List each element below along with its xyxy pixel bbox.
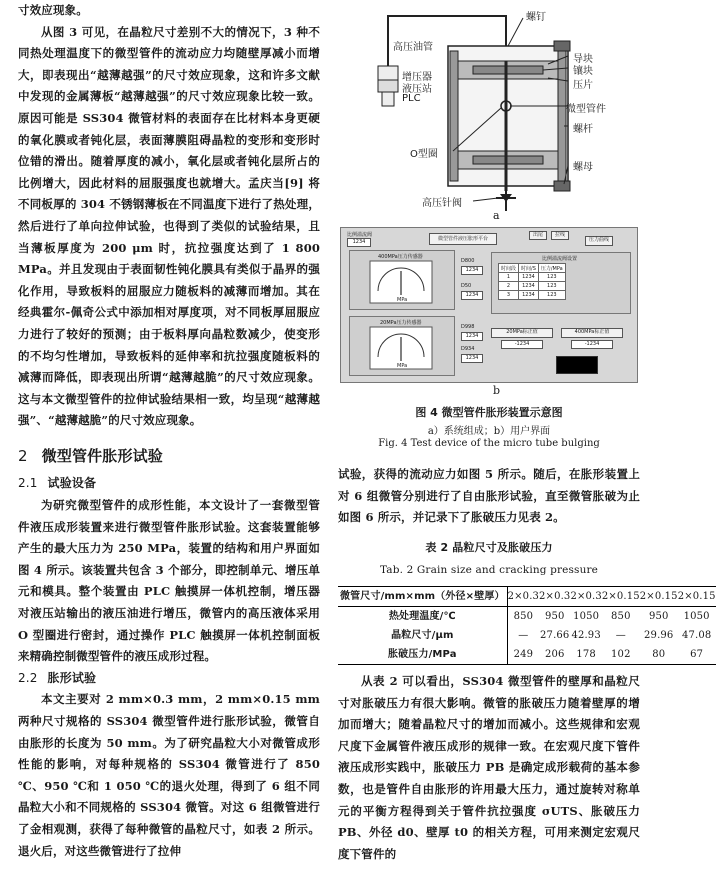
table-cell: 42.93 [571, 629, 601, 641]
subsection-heading [18, 473, 320, 495]
subsection-number: 2.1 [18, 476, 38, 491]
gauge1-unit: MPa [397, 297, 408, 303]
table-row [338, 645, 716, 665]
label-booster: 增压器 [402, 72, 432, 83]
subsection-heading [18, 668, 320, 690]
label-pressplate: 压片 [573, 80, 593, 91]
zero-label-20mpa: 20MPa标正值 [491, 328, 553, 338]
seg-header: 时间/S [519, 264, 539, 273]
d-value: 1234 [461, 332, 483, 341]
seg-header: 时间段 [499, 264, 519, 273]
label-guide: 导块 [573, 54, 593, 65]
subsection-title: 试验设备 [47, 476, 97, 491]
row-header: 微管尺寸/mm×mm（外径×壁厚） [338, 586, 507, 606]
nut-bottom [554, 181, 570, 191]
ratio-valve-value: 1234 [347, 238, 371, 247]
seg-header: 压力/MPa [538, 264, 565, 273]
segment-title: 比例溢流阀设置 [542, 256, 578, 262]
subsection-number: 2.2 [18, 670, 38, 685]
insert-bottom [473, 156, 543, 164]
paragraph: 试验，获得的流动应力如图 5 所示。随后，在胀形装置上对 6 组微管分别进行了自由胀形试验，直至微管胀破为止如图 6 所示，并记录下了胀破压力见表 2。 [338, 467, 640, 525]
label-screw: 螺钉 [526, 12, 546, 23]
row-header: 胀破压力/MPa [338, 645, 507, 665]
section-number: 2 [18, 446, 28, 465]
d-value: 1234 [461, 354, 483, 363]
start-toggle[interactable] [556, 356, 598, 374]
table-cell: 102 [602, 645, 640, 665]
table-row [338, 586, 716, 606]
ratio-valve-label: 比例溢流阀 [347, 232, 373, 238]
table-cell: 249 [507, 645, 539, 665]
d-label: D50 [461, 283, 472, 289]
ui-pull-button[interactable]: 拉线 [551, 231, 569, 240]
section-heading [18, 446, 320, 468]
seg-cell: 2 [499, 282, 519, 291]
label-plc: PLC [402, 93, 421, 104]
section-title: 微型管件胀形试验 [41, 446, 163, 465]
table-cell: 2×0.15 [602, 586, 640, 606]
table-cell: 950 [648, 610, 669, 622]
insert [473, 66, 543, 74]
label-hyd-station: 液压站 [402, 84, 432, 95]
subsection-title: 胀形试验 [47, 670, 97, 685]
paragraph: 寸效应现象。 [18, 3, 88, 17]
paragraph: 本文主要对 2 mm×0.3 mm，2 mm×0.15 mm 两种尺寸规格的 SS304 微型管件进行胀形试验，微管自由胀形的长度为 50 mm。为了研究晶粒大小对微管成形性能的影响，对每种规格的 SS304 微管进行了 850 ℃、950 ℃和 1 050 ℃的退火处理，得到了 6 组不同晶粒大小和不同规格的 SS304 微管。对这 6 组微管进行了金相观测，获得了每种微管的晶粒尺寸，如表 2 所示。退火后，对这些微管进行了拉伸 [18, 692, 320, 858]
d-label: D934 [461, 346, 475, 352]
bolt-left [450, 51, 458, 181]
row-header: 热处理温度/℃ [338, 606, 507, 626]
label-bolt: 螺杆 [573, 124, 593, 135]
booster-block [378, 66, 398, 80]
label-o-ring: O型圈 [410, 149, 438, 160]
paragraph: 为研究微型管件的成形性能，本文设计了一套微型管件液压成形装置来进行微型管件胀形试验。这套装置能够产生的最大压力为 250 MPa，装置的结构和用户界面如图 4 所示。该装置共包含 3 个部分，即控制单元、增压单元和模具。整个装置由 PLC 触摸屏一体机控制，增压器对液压站输出的液压油进行增压，微管内的高压液体采用 O 型圈进行密封，通过操作 PLC 触摸屏一体机控制面板来精确控制微型管件的液压成形过程。 [18, 498, 320, 664]
table-cell: 2×0.3 [570, 586, 601, 606]
table-cell: 67 [678, 645, 716, 665]
table-cell: 2×0.3 [507, 586, 539, 606]
ui-curve-button[interactable]: 压力曲线 [585, 236, 613, 246]
table-cell: 2×0.15 [678, 586, 716, 606]
subfigure-a-label: a [493, 209, 500, 222]
station-block [378, 80, 398, 92]
gauge2-title: 20MPa压力传感器 [380, 320, 422, 326]
table-cell: — [518, 629, 529, 641]
table-cell: 2×0.3 [539, 586, 570, 606]
label-nut: 螺母 [573, 162, 593, 173]
table-2 [338, 586, 716, 665]
seg-cell[interactable]: 123 [538, 273, 565, 282]
table-cell: 178 [570, 645, 601, 665]
left-column [18, 0, 320, 862]
table-cell: 2×0.15 [640, 586, 678, 606]
paragraph: 从表 2 可以看出，SS304 微型管件的壁厚和晶粒尺寸对胀破压力有很大影响。微管的胀破压力随着壁厚的增加而增大；随着晶粒尺寸的增加而减小。这些规律和宏观尺度下金属管件液压成形的规律一致。在宏观尺度下管件液压成形实践中，胀破压力 PB 是确定成形载荷的基本参数，也是管件自由胀形的许用最大压力，通过旋转对称单元的平衡方程得到关于管件抗拉强度 σUTS、胀破压力 PB、外径 d0、壁厚 t0 的相关方程，可用来测定宏观尺度下管件的 [338, 673, 640, 861]
seg-cell[interactable]: 123 [538, 282, 565, 291]
subfigure-b-label: b [493, 384, 501, 397]
seg-cell: 3 [499, 291, 519, 300]
seg-cell[interactable]: 1234 [519, 291, 539, 300]
table-row [338, 626, 716, 645]
d-label: D998 [461, 324, 475, 330]
gauge-panel-1 [349, 250, 455, 310]
table-cell: 1050 [573, 610, 600, 622]
table-cell: 27.66 [540, 629, 570, 641]
label-insert: 镶块 [573, 66, 593, 77]
table-caption: 表 2 晶粒尺寸及胀破压力 [425, 540, 553, 554]
figure-caption-en: Fig. 4 Test device of the micro tube bulging [378, 438, 600, 449]
nut-top [554, 41, 570, 51]
zero-label-400mpa: 400MPa标正值 [561, 328, 623, 338]
label-needle-valve: 高压针阀 [422, 198, 462, 209]
seg-cell: 1 [499, 273, 519, 282]
table-cell: 80 [640, 645, 678, 665]
seg-cell[interactable]: 1234 [519, 273, 539, 282]
table-caption-en: Tab. 2 Grain size and cracking pressure [379, 564, 599, 577]
d-value: 1234 [461, 266, 483, 275]
ui-out-button[interactable]: 出尾 [529, 231, 547, 240]
table-cell: 850 [611, 610, 631, 622]
bolt-right [558, 51, 566, 181]
label-micro-tube: 微型管件 [566, 104, 606, 115]
label-hp-pipe: 高压油管 [393, 42, 433, 53]
gauge1-title: 400MPa压力传感器 [378, 254, 423, 260]
gauge2-unit: MPa [397, 363, 408, 369]
table-cell: 206 [539, 645, 570, 665]
user-interface-panel [340, 227, 638, 383]
d-value: 1234 [461, 291, 483, 300]
table-cell: 47.08 [681, 629, 712, 641]
d-label: D800 [461, 258, 475, 264]
table-row [338, 606, 716, 626]
right-column [338, 464, 716, 865]
plc-block [382, 92, 394, 106]
zero-value-400mpa[interactable]: -1234 [571, 340, 613, 349]
seg-cell[interactable]: 1234 [519, 282, 539, 291]
gauge-panel-2 [349, 316, 455, 376]
table-cell: 29.96 [644, 629, 674, 641]
ui-title-button[interactable]: 微型管件液压胀形平台 [429, 233, 497, 245]
seg-cell[interactable]: 123 [538, 291, 565, 300]
table-cell: 950 [544, 610, 565, 622]
segment-panel [491, 252, 631, 314]
zero-value-20mpa[interactable]: -1234 [501, 340, 543, 349]
figure-subcaption: a）系统组成；b）用户界面 [427, 426, 551, 437]
paragraph: 从图 3 可见，在晶粒尺寸差别不大的情况下，3 种不同热处理温度下的微型管件的流动应力均随壁厚减小而增大，即表现出“越薄越强”的尺寸效应现象，这和许多文献中发现的金属薄板“越薄越强”的尺寸效应现象比较一致。原因可能是 SS304 微管材料的表面存在比材料本身更硬的氧化膜或者钝化层，表面薄膜阻碍晶粒的变形和变形时位错的滑出。随着厚度的减小，氧化层或者钝化层所占的比例增大，因此材料的屈服强度也就增大。孟庆当[9] 将不同板厚的 304 不锈钢薄板在不同温度下进行了热处理，然后进行了单向拉伸试验，也得到了类似的试验结果，且当薄板厚度为 200 μm 时，抗拉强度达到了 1 800 MPa。并且发现由于表面韧性钝化膜具有类似于晶界的强化作用，导致板料的屈服应力随板料的减薄而增加。其在经典霍尔-佩奇公式中添加相对厚度项，对不同板厚屈服应力进行了较好的预测；由于板料厚向晶粒数减少，使变形的不均匀性增加，导致板料的延伸率和抗拉强度随板料的减薄而降低，即表现出所谓“越薄越脆”的尺寸效应现象。这与本文微型管件的拉伸试验结果相一致，均呈现“越薄越强”、“越薄越脆”的尺寸效应现象。 [18, 24, 320, 428]
table-cell: 1050 [683, 610, 710, 622]
segment-table [498, 263, 566, 300]
table-cell: — [615, 629, 626, 641]
figure-caption: 图 4 微型管件胀形装置示意图 [415, 406, 563, 419]
row-header: 晶粒尺寸/μm [338, 626, 507, 645]
figure-4 [338, 0, 640, 462]
table-cell: 850 [513, 610, 534, 622]
